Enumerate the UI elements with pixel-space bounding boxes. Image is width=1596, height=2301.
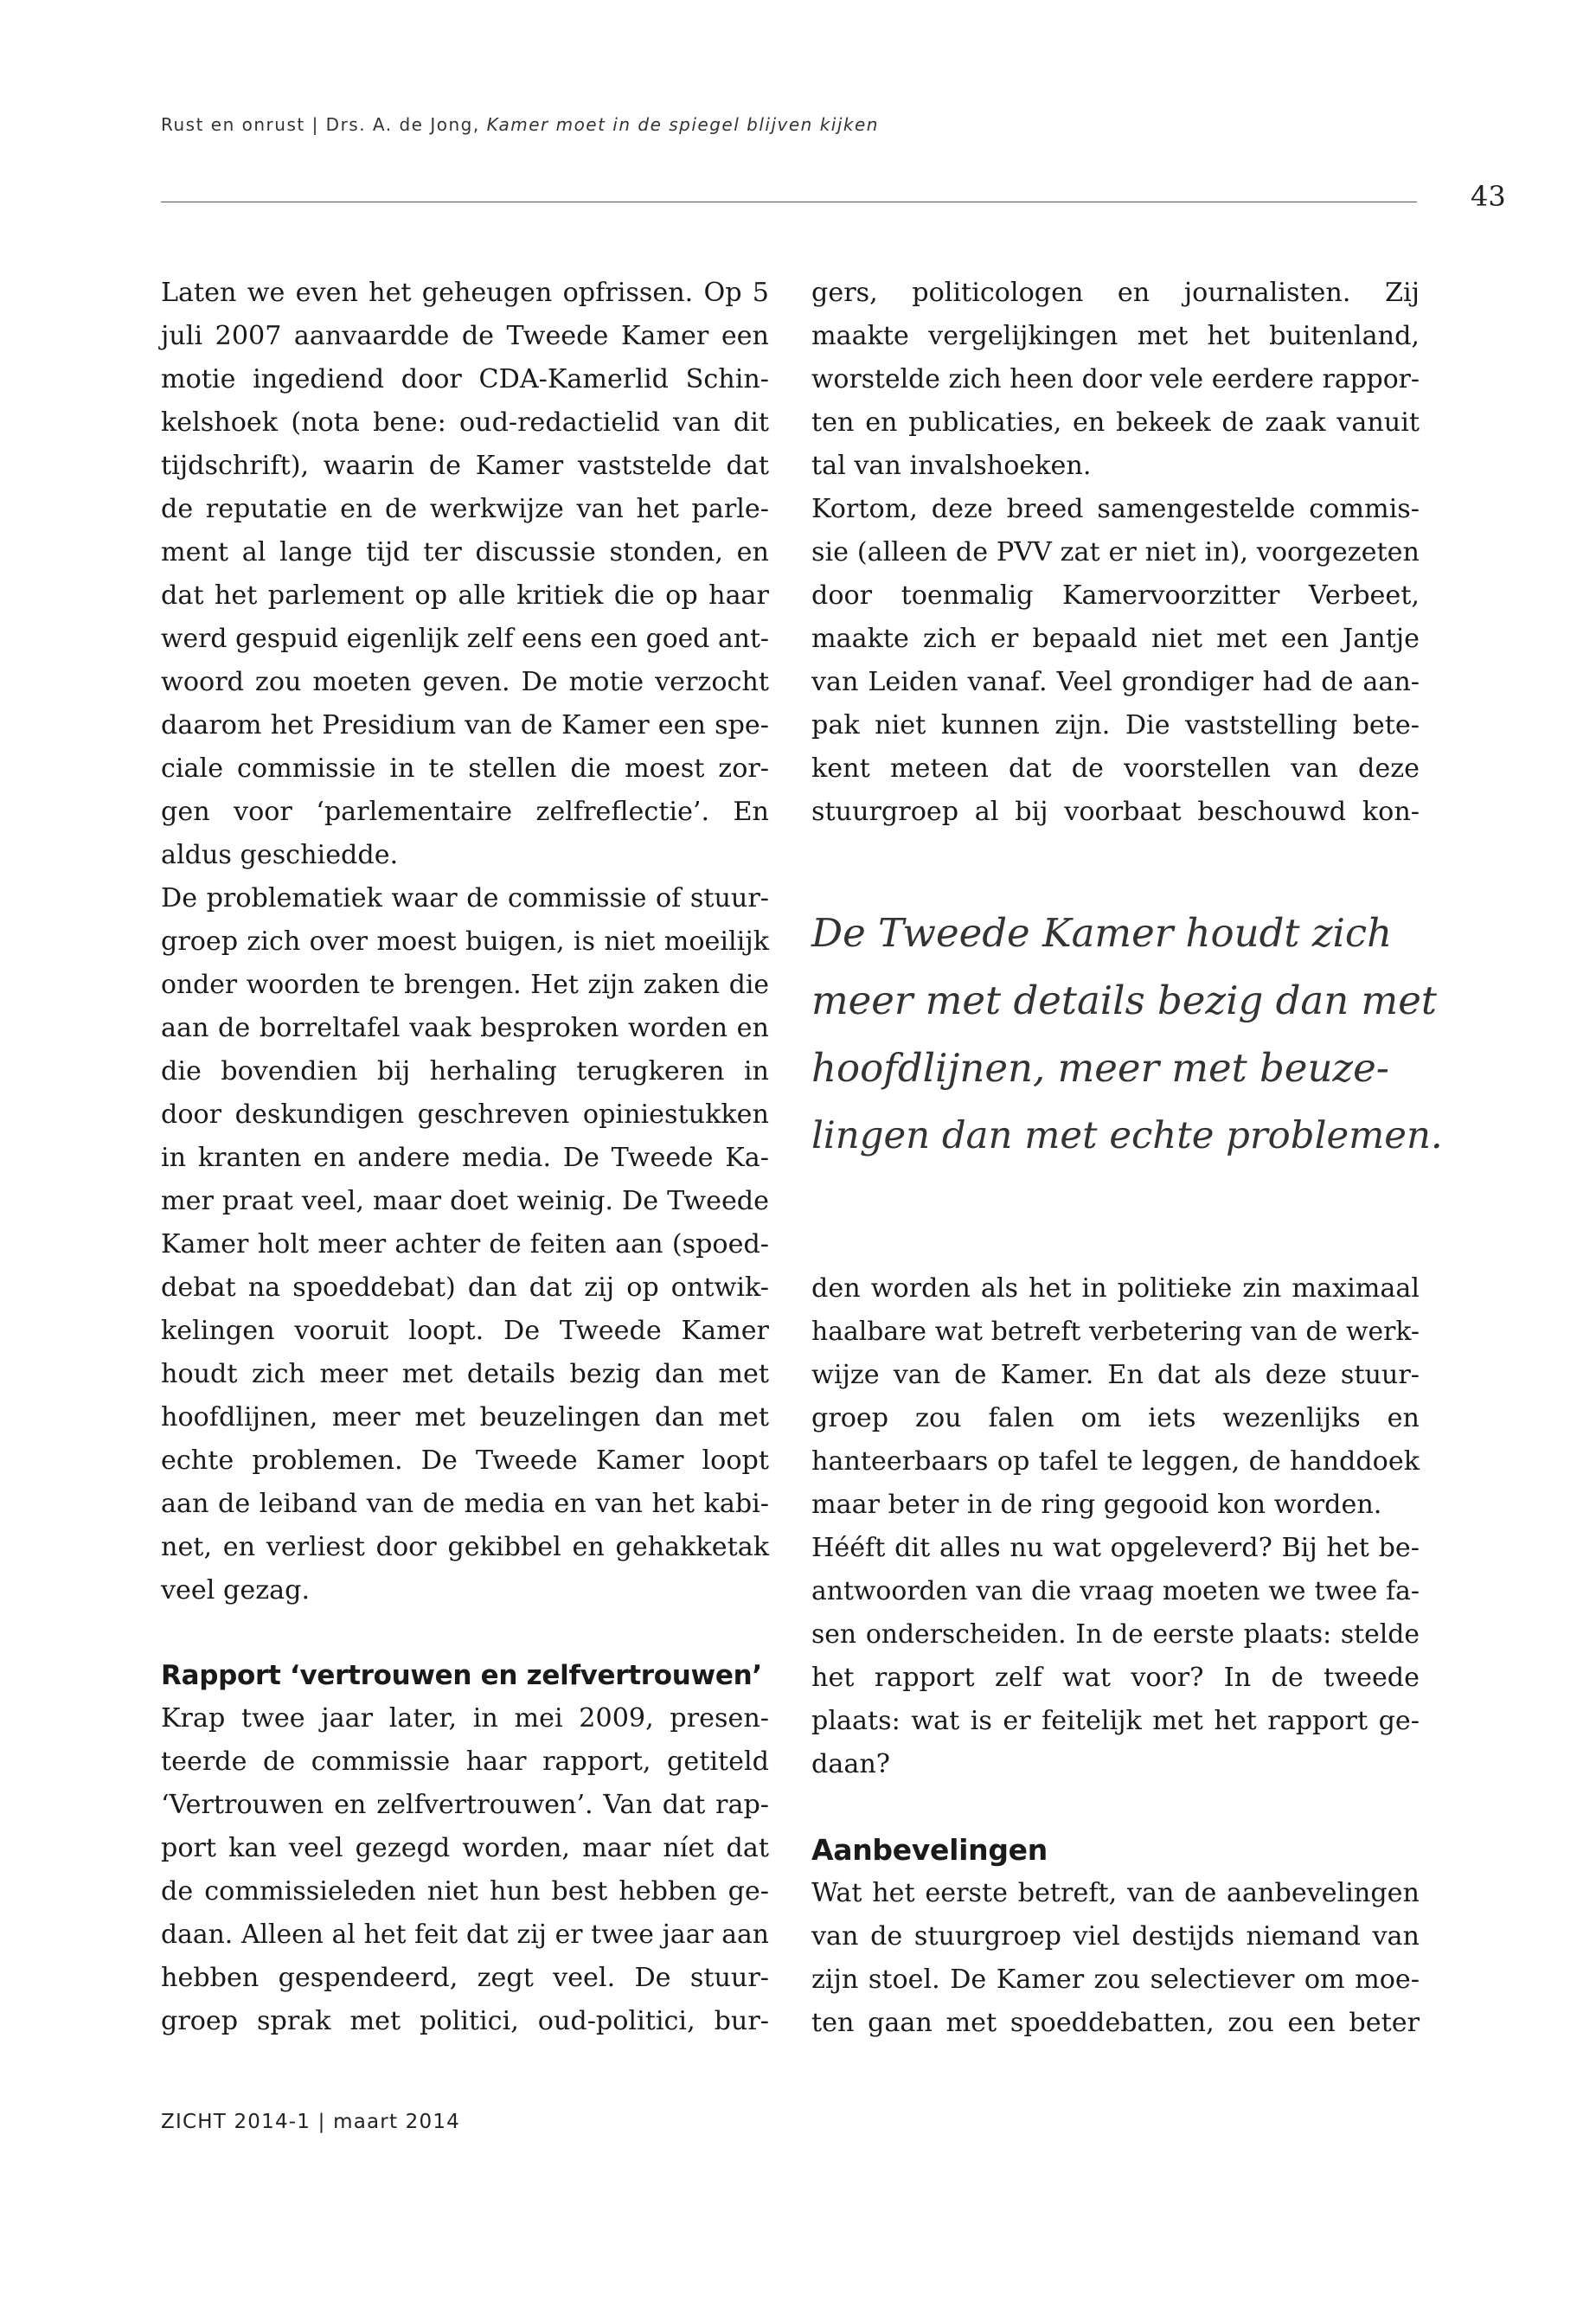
text-line: van Leiden vanaf. Veel grondiger had de aan- [811,667,1420,697]
text-line: door toenmalig Kamervoorzitter Verbeet, [811,580,1420,611]
left-paragraph-1 [161,272,769,877]
text-line: kelingen vooruit loopt. De Tweede Kamer [161,1316,769,1346]
text-line: veel gezag. [161,1575,311,1606]
text-line: tal van invalshoeken. [811,451,1092,481]
text-line: gen voor ‘parlementaire zelfreflectie’. En [161,797,769,827]
text-line: ment al lange tijd ter discussie stonden, en [161,537,769,567]
text-line: Kortom, deze breed samengestelde commis- [811,494,1420,524]
text-line: port kan veel gezegd worden, maar níet dat [161,1833,769,1863]
running-head [161,114,879,135]
text-line: maakte zich er bepaald niet met een Jantje [811,624,1420,654]
text-line: daan? [811,1749,890,1779]
text-line: kelshoek (nota bene: oud-redactielid van dit [161,407,769,438]
text-line: echte problemen. De Tweede Kamer loopt [161,1445,769,1476]
pull-quote-line: lingen dan met echte problemen. [811,1114,1443,1157]
text-line: mer praat veel, maar doet weinig. De Tweede [161,1186,769,1216]
text-line: motie ingediend door CDA-Kamerlid Schin- [161,364,769,394]
text-line: het rapport zelf wat voor? In de tweede [811,1663,1420,1693]
text-line: daan. Alleen al het feit dat zij er twee jaar aan [161,1920,769,1950]
text-line: daarom het Presidium van de Kamer een spe- [161,710,769,740]
text-line: worstelde zich heen door vele eerdere rappor- [811,364,1420,394]
text-line: Hééft dit alles nu wat opgeleverd? Bij het be- [811,1533,1420,1563]
text-line: teerde de commissie haar rapport, getiteld [161,1747,769,1777]
text-line: ten en publicaties, en bekeek de zaak vanuit [811,407,1420,438]
text-line: groep sprak met politici, oud-politici, bur- [161,2006,769,2036]
text-line: hanteerbaars op tafel te leggen, de handdoek [811,1446,1420,1477]
text-line: maakte vergelijkingen met het buitenland, [811,321,1420,351]
text-line: ten gaan met spoeddebatten, zou een beter [811,2008,1420,2038]
text-line: sie (alleen de PVV zat er niet in), voorgezeten [811,537,1420,567]
running-head-separator: | [311,114,319,135]
text-line: stuurgroep al bij voorbaat beschouwd kon- [811,797,1420,827]
left-column-section [161,1654,769,2043]
text-line: den worden als het in politieke zin maximaal [811,1273,1420,1304]
right-paragraph-1 [811,272,1420,488]
page-number: 43 [1471,180,1506,213]
text-line: Laten we even het geheugen opfrissen. Op 5 [161,278,769,308]
right-paragraph-3 [811,1267,1420,1527]
text-line: sen onderscheiden. In de eerste plaats: stelde [811,1619,1420,1650]
text-line: hebben gespendeerd, zegt veel. De stuur- [161,1963,769,1993]
pull-quote-line: meer met details bezig dan met [811,977,1437,1023]
text-line: net, en verliest door gekibbel en gehakketak [161,1532,769,1562]
text-line: zijn stoel. De Kamer zou selectiever om moe- [811,1965,1420,1995]
text-line: Krap twee jaar later, in mei 2009, presen- [161,1703,769,1734]
section-heading-rapport: Rapport ‘vertrouwen en zelfvertrouwen’ [161,1660,762,1691]
pull-quote-line: De Tweede Kamer houdt zich [811,910,1393,956]
right-column-top [811,272,1420,834]
running-head-author: Drs. A. de Jong, [325,114,480,135]
footer: ZICHT 2014-1 | maart 2014 [161,2111,461,2133]
text-line: groep zich over moest buigen, is niet moeilijk [161,926,769,957]
text-line: houdt zich meer met details bezig dan met [161,1359,769,1389]
text-line: hoofdlijnen, meer met beuzelingen dan met [161,1402,769,1433]
text-line: pak niet kunnen zijn. Die vaststelling bete- [811,710,1420,740]
text-line: plaats: wat is er feitelijk met het rapport ge- [811,1706,1420,1736]
text-line: de reputatie en de werkwijze van het parle- [161,494,769,524]
text-line: debat na spoeddebat) dan dat zij op ontwik- [161,1272,769,1303]
text-line: door deskundigen geschreven opiniestukken [161,1099,769,1130]
section-heading-aanbevelingen: Aanbevelingen [811,1833,1048,1867]
text-line: aldus geschiedde. [161,840,399,870]
text-line: aan de leiband van de media en van het kabi- [161,1489,769,1519]
left-paragraph-3 [161,1697,769,2043]
text-line: Kamer holt meer achter de feiten aan (spoed- [161,1229,769,1259]
left-column [161,272,769,1612]
text-line: van de stuurgroep viel destijds niemand van [811,1921,1420,1952]
text-line: ciale commissie in te stellen die moest zor- [161,753,769,784]
right-column-bottom [811,1267,1420,1786]
text-line: gers, politicologen en journalisten. Zij [811,278,1420,308]
text-line: tijdschrift), waarin de Kamer vaststelde dat [161,451,769,481]
text-line: Wat het eerste betreft, van de aanbevelingen [811,1878,1420,1908]
text-line: antwoorden van die vraag moeten we twee fa- [811,1576,1420,1606]
text-line: woord zou moeten geven. De motie verzocht [161,667,769,697]
text-line: groep zou falen om iets wezenlijks en [811,1403,1420,1433]
right-paragraph-5 [811,1872,1420,2045]
right-column-section [811,1829,1420,2045]
pull-quote [811,900,1443,1170]
left-paragraph-2 [161,877,769,1612]
pull-quote-line: hoofdlijnen, meer met beuze- [811,1045,1389,1091]
text-line: de commissieleden niet hun best hebben ge- [161,1876,769,1907]
text-line: juli 2007 aanvaardde de Tweede Kamer een [161,321,769,351]
text-line: ‘Vertrouwen en zelfvertrouwen’. Van dat rap- [161,1790,769,1820]
text-line: De problematiek waar de commissie of stuur- [161,883,769,913]
running-head-section: Rust en onrust [161,114,305,135]
right-paragraph-4 [811,1527,1420,1786]
text-line: haalbare wat betreft verbetering van de werk- [811,1317,1420,1347]
text-line: onder woorden te brengen. Het zijn zaken die [161,970,769,1000]
right-paragraph-2 [811,488,1420,834]
text-line: die bovendien bij herhaling terugkeren in [161,1056,769,1086]
text-line: dat het parlement op alle kritiek die op haar [161,580,769,611]
text-line: kent meteen dat de voorstellen van deze [811,753,1420,784]
text-line: maar beter in de ring gegooid kon worden. [811,1490,1382,1520]
text-line: wijze van de Kamer. En dat als deze stuur- [811,1360,1420,1390]
text-line: in kranten en andere media. De Tweede Ka- [161,1143,769,1173]
text-line: werd gespuid eigenlijk zelf eens een goed ant- [161,624,769,654]
text-line: aan de borreltafel vaak besproken worden en [161,1013,769,1043]
running-head-title: Kamer moet in de spiegel blijven kijken [486,114,879,135]
